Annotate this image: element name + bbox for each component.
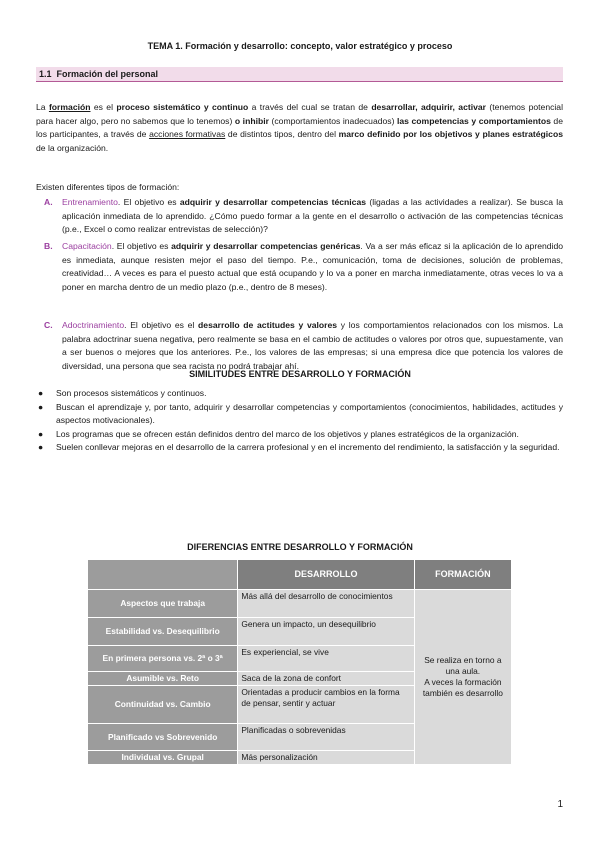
type-item-capacitacion bbox=[44, 240, 563, 294]
differences-heading: DIFERENCIAS ENTRE DESARROLLO Y FORMACIÓN bbox=[187, 542, 413, 552]
header-formacion: FORMACIÓN bbox=[414, 560, 511, 590]
bold-text: adquirir y desarrollar competencias genéricas bbox=[171, 241, 361, 251]
row-label: Estabilidad vs. Desequilibrio bbox=[88, 618, 238, 646]
bullet-icon: ● bbox=[38, 401, 44, 412]
section-label: Formación del personal bbox=[56, 69, 159, 79]
desarrollo-cell: Genera un impacto, un desequilibrio bbox=[238, 618, 414, 646]
text: . El objetivo es bbox=[117, 197, 180, 207]
bold-text: marco definido por los objetivos y planes estratégicos bbox=[338, 129, 563, 140]
bold-text: adquirir y desarrollar competencias técnicas bbox=[179, 197, 367, 207]
underlined-text: acciones formativas bbox=[149, 129, 226, 140]
list-item-text: Los programas que se ofrecen están definidos dentro del marco de los objetivos y planes estratégicos de la organización. bbox=[56, 428, 519, 439]
formacion-cell bbox=[414, 590, 511, 765]
text: (comportamientos inadecuados) bbox=[268, 115, 398, 126]
table-header-row bbox=[88, 560, 512, 590]
list-item-text: Buscan el aprendizaje y, por tanto, adquirir y desarrollar competencias y comportamientos (conocimientos, habilidades, actitudes y aspectos motivacionales). bbox=[56, 401, 563, 426]
list-item bbox=[36, 428, 563, 442]
type-item-entrenamiento bbox=[44, 196, 563, 237]
type-name: Capacitación bbox=[62, 241, 112, 251]
text: y los comportamientos relacionados con los mismos. La palabra adoctrinar suena negativa, pero realmente se basa en el cambio de actitudes o valores por otros que, supuestamente, van a ser buenos o mejores que los anteriores. P.e., los valores de las empresas; si una empresa dice que potencia los valores de diversidad, una persona que sea racista no podrá trabajar ahí. bbox=[62, 320, 563, 371]
type-item-adoctrinamiento bbox=[44, 319, 563, 373]
row-label: Asumible vs. Reto bbox=[88, 672, 238, 686]
type-letter: A. bbox=[44, 197, 53, 207]
list-item-text: Son procesos sistemáticos y continuos. bbox=[56, 388, 207, 398]
bold-text: las competencias y comportamientos bbox=[397, 115, 551, 126]
text: de los participantes, a través de bbox=[36, 115, 563, 140]
type-name: Entrenamiento bbox=[62, 197, 118, 207]
types-intro: Existen diferentes tipos de formación: bbox=[36, 182, 180, 192]
list-item-text: Suelen conllevar mejoras en el desarrollo de la carrera profesional y en el incremento del rendimiento, la satisfacción y la seguridad. bbox=[56, 442, 560, 453]
desarrollo-cell: Más personalización bbox=[238, 751, 414, 765]
header-empty-cell bbox=[88, 560, 238, 590]
text: a través del cual se tratan de bbox=[248, 102, 372, 112]
differences-table bbox=[87, 559, 512, 765]
row-label: En primera persona vs. 2ª o 3ª bbox=[88, 646, 238, 672]
section-number: 1.1 bbox=[39, 69, 52, 79]
text: (ligadas a las actividades a realizar). Se busca la aplicación inmediata de lo aprendido. ¿Cómo puedo formar a la gente en el desarrollo o activación de las competencias técnicas (p.e., Excel o como realizar entrevistas de selección)? bbox=[62, 197, 564, 235]
formacion-line: Se realiza en torno a una aula. bbox=[424, 655, 502, 676]
text: de distintos tipos, dentro del bbox=[225, 129, 339, 140]
bold-text: desarrollo de actitudes y valores bbox=[198, 320, 338, 330]
header-desarrollo: DESARROLLO bbox=[238, 560, 414, 590]
list-item bbox=[36, 441, 563, 455]
text: de la organización. bbox=[36, 142, 109, 153]
text: . El objetivo es bbox=[111, 241, 172, 251]
text: . El objetivo es el bbox=[124, 320, 199, 330]
row-label: Individual vs. Grupal bbox=[88, 751, 238, 765]
list-item bbox=[36, 401, 563, 428]
bullet-icon: ● bbox=[38, 388, 44, 398]
bullet-icon: ● bbox=[38, 428, 44, 439]
section-heading bbox=[36, 67, 563, 82]
bold-text: desarrollar, adquirir, activar bbox=[371, 102, 487, 112]
list-item bbox=[36, 387, 563, 401]
definition-paragraph bbox=[36, 101, 563, 155]
row-label: Continuidad vs. Cambio bbox=[88, 686, 238, 724]
desarrollo-cell: Saca de la zona de confort bbox=[238, 672, 414, 686]
desarrollo-cell: Es experiencial, se vive bbox=[238, 646, 414, 672]
similarities-list bbox=[36, 387, 563, 455]
type-name: Adoctrinamiento bbox=[62, 320, 125, 330]
desarrollo-cell: Más allá del desarrollo de conocimientos bbox=[238, 590, 414, 618]
text: La bbox=[36, 102, 49, 112]
bold-text: o inhibir bbox=[234, 115, 269, 126]
formacion-line: A veces la formación también es desarrollo bbox=[422, 677, 503, 698]
bullet-icon: ● bbox=[38, 442, 44, 453]
type-letter: B. bbox=[44, 241, 53, 251]
similarities-heading: SIMILITUDES ENTRE DESARROLLO Y FORMACIÓN bbox=[189, 369, 411, 379]
bold-text: proceso sistemático y continuo bbox=[116, 102, 249, 112]
text: (tenemos potencial para hacer algo, pero no sabemos que lo tenemos) bbox=[36, 102, 563, 126]
page-number: 1 bbox=[557, 799, 563, 810]
page-title: TEMA 1. Formación y desarrollo: concepto, valor estratégico y proceso bbox=[147, 41, 453, 51]
row-label: Planificado vs Sobrevenido bbox=[88, 724, 238, 751]
desarrollo-cell: Planificadas o sobrevenidas bbox=[238, 724, 414, 751]
term-formacion: formación bbox=[48, 102, 91, 112]
text: es el bbox=[90, 102, 117, 112]
text: . Va a ser más eficaz si la aplicación de lo aprendido es inmediata, aunque resisten mejor el paso del tiempo. P.e., comunicación, toma de decisiones, solución de problemas, creatividad… A veces es para el puesto actual que está ocupando y lo va a poner en marcha inmediatamente, otras veces lo va a poner en marcha dentro de un medio plazo (p.e., dentro de 8 meses). bbox=[62, 241, 563, 292]
table-row bbox=[88, 590, 512, 618]
desarrollo-cell: Orientadas a producir cambios en la forma de pensar, sentir y actuar bbox=[238, 686, 414, 724]
row-label: Aspectos que trabaja bbox=[88, 590, 238, 618]
type-letter: C. bbox=[44, 320, 53, 330]
